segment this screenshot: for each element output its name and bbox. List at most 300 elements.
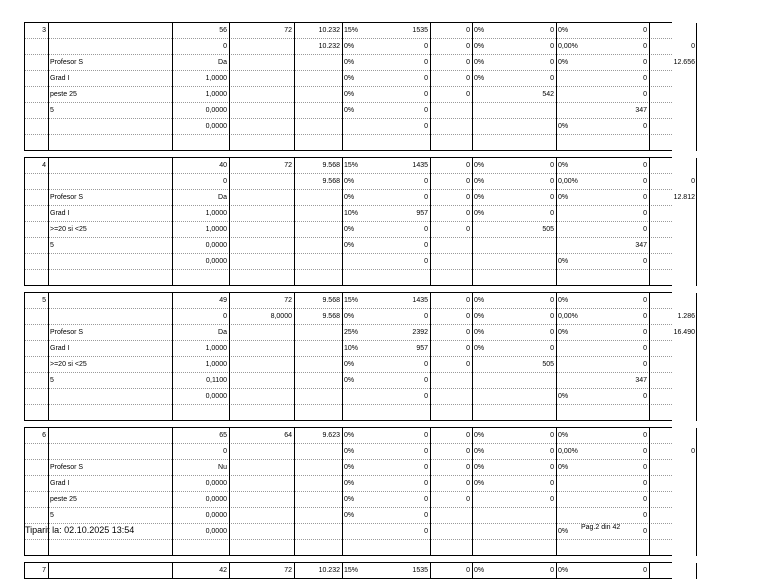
- table-cell: 0%: [474, 345, 485, 352]
- table-cell: [472, 270, 507, 285]
- table-cell: [48, 254, 172, 269]
- table-cell: [472, 373, 507, 388]
- table-cell: [342, 405, 375, 420]
- table-cell: 1,0000: [205, 226, 227, 233]
- table-cell: [472, 405, 507, 420]
- table-row: [24, 389, 672, 405]
- table-row: [24, 270, 672, 286]
- table-cell: 0: [550, 313, 554, 320]
- table-cell: 0: [643, 59, 647, 66]
- table-cell: 15%: [344, 162, 359, 169]
- table-cell: [229, 135, 294, 150]
- table-cell: [48, 158, 172, 173]
- table-row: [24, 292, 672, 309]
- table-cell: 5: [42, 297, 46, 304]
- table-cell: [24, 119, 48, 134]
- table-cell: 5: [50, 512, 54, 519]
- table-cell: [229, 71, 294, 86]
- table-cell: 5: [50, 107, 54, 114]
- table-cell: [229, 254, 294, 269]
- table-cell: [472, 119, 507, 134]
- table-cell: Profesor S: [50, 464, 84, 471]
- table-cell: 72: [284, 27, 292, 34]
- table-cell: [472, 222, 507, 237]
- table-cell: 0: [424, 59, 428, 66]
- table-cell: [24, 325, 48, 340]
- table-cell: 5: [50, 242, 54, 249]
- table-cell: [649, 135, 697, 150]
- table-row: [24, 238, 672, 254]
- table-cell: [649, 563, 697, 578]
- table-cell: [294, 476, 342, 491]
- table-cell: 0%: [558, 27, 569, 34]
- table-cell: [556, 540, 594, 555]
- table-cell: [24, 206, 48, 221]
- table-cell: 12.656: [673, 59, 695, 66]
- table-cell: [649, 405, 697, 420]
- table-cell: [24, 254, 48, 269]
- table-row: [24, 540, 672, 556]
- table-cell: [24, 389, 48, 404]
- table-cell: 0%: [344, 242, 355, 249]
- table-cell: [48, 540, 172, 555]
- table-cell: [294, 492, 342, 507]
- table-cell: 0: [466, 480, 470, 487]
- table-cell: [24, 341, 48, 356]
- table-cell: 72: [284, 297, 292, 304]
- table-cell: [229, 540, 294, 555]
- table-cell: 0: [223, 178, 227, 185]
- table-cell: [507, 540, 556, 555]
- table-row: [24, 206, 672, 222]
- table-cell: 0: [643, 345, 647, 352]
- table-cell: Profesor S: [50, 59, 84, 66]
- table-cell: [375, 405, 430, 420]
- table-cell: [430, 238, 472, 253]
- table-cell: [507, 524, 556, 539]
- table-cell: [556, 373, 594, 388]
- table-cell: 65: [219, 432, 227, 439]
- table-cell: [229, 103, 294, 118]
- table-row: [24, 405, 672, 421]
- table-cell: 10.232: [318, 27, 340, 34]
- table-cell: [24, 540, 48, 555]
- table-cell: 0: [550, 480, 554, 487]
- table-cell: 0%: [344, 480, 355, 487]
- table-cell: [649, 103, 697, 118]
- table-cell: [430, 135, 472, 150]
- table-cell: [342, 254, 375, 269]
- table-cell: [229, 55, 294, 70]
- table-cell: 0,00%: [558, 178, 578, 185]
- table-cell: 3: [42, 27, 46, 34]
- table-cell: 0: [550, 297, 554, 304]
- table-cell: 0: [424, 377, 428, 384]
- table-cell: [649, 476, 697, 491]
- table-cell: 0: [643, 27, 647, 34]
- table-cell: Da: [218, 329, 227, 336]
- table-cell: 0%: [474, 162, 485, 169]
- table-cell: 0%: [558, 393, 569, 400]
- table-cell: 0: [550, 75, 554, 82]
- table-cell: [649, 508, 697, 523]
- table-cell: [294, 103, 342, 118]
- table-cell: 957: [416, 345, 428, 352]
- table-cell: 0%: [474, 210, 485, 217]
- table-cell: 0: [466, 329, 470, 336]
- table-cell: 505: [542, 226, 554, 233]
- table-cell: [294, 405, 342, 420]
- table-cell: [24, 373, 48, 388]
- table-cell: 0: [643, 123, 647, 130]
- table-cell: [556, 508, 594, 523]
- table-cell: 0: [643, 43, 647, 50]
- table-cell: [229, 508, 294, 523]
- table-cell: 0%: [344, 194, 355, 201]
- table-cell: [24, 87, 48, 102]
- table-cell: 0: [550, 432, 554, 439]
- table-cell: 347: [635, 377, 647, 384]
- table-cell: 1435: [412, 297, 428, 304]
- table-cell: [48, 563, 172, 578]
- table-cell: 0: [550, 194, 554, 201]
- table-cell: [342, 389, 375, 404]
- table-cell: [430, 508, 472, 523]
- table-cell: 0: [550, 567, 554, 574]
- table-cell: [24, 190, 48, 205]
- table-cell: 0%: [344, 432, 355, 439]
- table-cell: 0%: [344, 448, 355, 455]
- table-cell: [24, 174, 48, 189]
- table-cell: 0%: [558, 528, 569, 535]
- table-cell: [229, 119, 294, 134]
- table-cell: [24, 476, 48, 491]
- table-cell: [229, 492, 294, 507]
- table-cell: [430, 540, 472, 555]
- table-cell: 0: [550, 27, 554, 34]
- table-cell: 25%: [344, 329, 359, 336]
- table-cell: [48, 174, 172, 189]
- table-cell: [556, 341, 594, 356]
- table-cell: 1,0000: [205, 210, 227, 217]
- table-cell: 5: [50, 377, 54, 384]
- table-cell: [649, 357, 697, 372]
- table-cell: 0: [424, 107, 428, 114]
- table-cell: [24, 55, 48, 70]
- table-cell: [430, 103, 472, 118]
- table-cell: 0%: [344, 361, 355, 368]
- table-cell: [294, 540, 342, 555]
- table-cell: [649, 270, 697, 285]
- table-cell: 0: [466, 178, 470, 185]
- table-cell: [294, 119, 342, 134]
- table-cell: [229, 444, 294, 459]
- table-cell: [507, 270, 556, 285]
- table-cell: 1,0000: [205, 345, 227, 352]
- table-cell: 0%: [474, 75, 485, 82]
- table-cell: [430, 270, 472, 285]
- table-cell: 0: [424, 393, 428, 400]
- table-cell: Grad I: [50, 210, 70, 217]
- table-cell: [294, 444, 342, 459]
- table-row: [24, 222, 672, 238]
- table-cell: 0%: [344, 226, 355, 233]
- table-cell: [649, 222, 697, 237]
- table-cell: [594, 540, 649, 555]
- table-cell: [48, 119, 172, 134]
- table-cell: 0%: [344, 464, 355, 471]
- table-cell: 0%: [344, 496, 355, 503]
- table-cell: [294, 55, 342, 70]
- table-cell: [507, 508, 556, 523]
- table-cell: [294, 222, 342, 237]
- table-cell: 0%: [344, 377, 355, 384]
- table-cell: [342, 135, 375, 150]
- table-cell: 0: [424, 496, 428, 503]
- table-cell: >=20 si <25: [50, 361, 87, 368]
- table-cell: [229, 87, 294, 102]
- table-cell: [24, 222, 48, 237]
- table-cell: [294, 373, 342, 388]
- table-row: [24, 460, 672, 476]
- table-cell: 505: [542, 361, 554, 368]
- table-cell: 0: [643, 528, 647, 535]
- table-cell: 0: [466, 27, 470, 34]
- table-cell: [294, 325, 342, 340]
- table-cell: [507, 238, 556, 253]
- table-cell: [556, 270, 594, 285]
- table-cell: 957: [416, 210, 428, 217]
- table-cell: 0%: [344, 512, 355, 519]
- table-row: [24, 190, 695, 206]
- table-cell: [229, 341, 294, 356]
- table-cell: 0: [643, 393, 647, 400]
- table-cell: 0%: [344, 313, 355, 320]
- table-cell: 1,0000: [205, 361, 227, 368]
- table-cell: 347: [635, 242, 647, 249]
- table-cell: [649, 540, 697, 555]
- table-cell: [24, 39, 48, 54]
- table-cell: [229, 373, 294, 388]
- table-cell: 0: [424, 43, 428, 50]
- table-cell: 10.232: [318, 43, 340, 50]
- table-cell: 56: [219, 27, 227, 34]
- table-cell: [375, 135, 430, 150]
- table-cell: 0: [424, 464, 428, 471]
- table-cell: [556, 405, 594, 420]
- table-cell: [649, 293, 697, 308]
- table-cell: 0: [550, 345, 554, 352]
- table-cell: [294, 508, 342, 523]
- table-cell: [649, 238, 697, 253]
- table-cell: 0,0000: [205, 258, 227, 265]
- table-cell: [342, 270, 375, 285]
- table-cell: 0: [466, 59, 470, 66]
- table-cell: 72: [284, 567, 292, 574]
- table-cell: 12.812: [673, 194, 695, 201]
- table-cell: 0%: [344, 59, 355, 66]
- table-cell: [342, 524, 375, 539]
- table-cell: 0%: [344, 178, 355, 185]
- table-cell: 0: [223, 43, 227, 50]
- table-cell: [649, 23, 697, 38]
- table-cell: [24, 135, 48, 150]
- table-cell: 10.232: [318, 567, 340, 574]
- table-row: [24, 119, 672, 135]
- table-cell: 0,00%: [558, 448, 578, 455]
- table-cell: [556, 357, 594, 372]
- table-cell: [430, 524, 472, 539]
- table-cell: 0%: [558, 123, 569, 130]
- table-row: [24, 254, 672, 270]
- table-cell: [229, 524, 294, 539]
- table-cell: 1,0000: [205, 75, 227, 82]
- record-group: [24, 22, 695, 151]
- table-cell: 0,0000: [205, 107, 227, 114]
- table-cell: [375, 270, 430, 285]
- table-cell: 0%: [558, 162, 569, 169]
- table-cell: 0: [550, 329, 554, 336]
- table-cell: [294, 135, 342, 150]
- table-cell: 0: [643, 226, 647, 233]
- table-cell: [556, 135, 594, 150]
- table-cell: 0: [643, 361, 647, 368]
- table-cell: [229, 357, 294, 372]
- table-cell: 0: [466, 210, 470, 217]
- table-cell: [294, 190, 342, 205]
- table-cell: 0: [643, 258, 647, 265]
- table-cell: [294, 206, 342, 221]
- table-cell: [594, 135, 649, 150]
- table-cell: [172, 405, 229, 420]
- table-cell: 0: [424, 528, 428, 535]
- table-cell: [229, 270, 294, 285]
- table-cell: 0%: [558, 464, 569, 471]
- table-row: [24, 135, 672, 151]
- table-cell: [472, 103, 507, 118]
- table-cell: 0: [466, 297, 470, 304]
- table-cell: 0: [466, 345, 470, 352]
- table-cell: [342, 119, 375, 134]
- table-cell: 0: [643, 567, 647, 574]
- table-cell: 0: [424, 194, 428, 201]
- table-row: [24, 357, 672, 373]
- table-cell: 0: [424, 178, 428, 185]
- table-row: [24, 157, 672, 174]
- table-cell: [472, 389, 507, 404]
- table-cell: 0%: [474, 329, 485, 336]
- table-cell: 1535: [412, 27, 428, 34]
- table-cell: 0: [643, 162, 647, 169]
- table-cell: 2392: [412, 329, 428, 336]
- table-cell: 347: [635, 107, 647, 114]
- table-cell: [294, 389, 342, 404]
- table-cell: peste 25: [50, 496, 77, 503]
- table-cell: 0: [643, 178, 647, 185]
- table-cell: 0%: [474, 480, 485, 487]
- table-cell: 0,0000: [205, 512, 227, 519]
- table-cell: 0: [223, 313, 227, 320]
- table-cell: Profesor S: [50, 329, 84, 336]
- table-cell: 0,00%: [558, 313, 578, 320]
- table-cell: 0: [643, 480, 647, 487]
- report-table: [24, 22, 695, 579]
- table-cell: [472, 135, 507, 150]
- table-cell: [649, 87, 697, 102]
- table-cell: 0: [466, 464, 470, 471]
- table-cell: [48, 389, 172, 404]
- table-cell: [24, 357, 48, 372]
- table-cell: 0: [643, 75, 647, 82]
- table-cell: [472, 492, 507, 507]
- record-group: [24, 157, 695, 286]
- table-cell: [507, 254, 556, 269]
- table-row: [24, 325, 695, 341]
- table-cell: Grad I: [50, 480, 70, 487]
- table-cell: [24, 309, 48, 324]
- table-cell: [430, 119, 472, 134]
- table-cell: 0: [424, 313, 428, 320]
- table-cell: 16.490: [673, 329, 695, 336]
- table-cell: [472, 540, 507, 555]
- table-cell: 0%: [474, 178, 485, 185]
- table-cell: 0%: [474, 194, 485, 201]
- table-cell: [229, 190, 294, 205]
- table-cell: 0: [424, 480, 428, 487]
- table-cell: Grad I: [50, 345, 70, 352]
- table-cell: [48, 39, 172, 54]
- table-cell: 0: [466, 361, 470, 368]
- table-cell: [507, 373, 556, 388]
- table-cell: 0: [643, 91, 647, 98]
- table-cell: [649, 524, 697, 539]
- table-cell: 0%: [558, 329, 569, 336]
- table-cell: [556, 87, 594, 102]
- table-cell: [24, 444, 48, 459]
- table-cell: 0: [466, 432, 470, 439]
- table-cell: 8,0000: [270, 313, 292, 320]
- table-cell: [649, 428, 697, 443]
- table-cell: [48, 293, 172, 308]
- table-cell: [48, 405, 172, 420]
- table-cell: 0,00%: [558, 43, 578, 50]
- table-cell: 15%: [344, 567, 359, 574]
- table-cell: 0%: [474, 432, 485, 439]
- table-cell: 0: [466, 448, 470, 455]
- table-cell: [48, 428, 172, 443]
- table-cell: 0: [466, 194, 470, 201]
- table-cell: 0: [643, 329, 647, 336]
- table-cell: [556, 492, 594, 507]
- table-cell: [294, 357, 342, 372]
- table-cell: 0: [466, 313, 470, 320]
- table-cell: [430, 389, 472, 404]
- table-cell: 0,0000: [205, 480, 227, 487]
- table-cell: [229, 389, 294, 404]
- table-cell: 0: [223, 448, 227, 455]
- table-cell: 0,0000: [205, 242, 227, 249]
- table-row: [24, 427, 672, 444]
- table-cell: [48, 135, 172, 150]
- table-row: [24, 22, 672, 39]
- table-cell: [294, 238, 342, 253]
- table-cell: 40: [219, 162, 227, 169]
- table-cell: 0%: [474, 464, 485, 471]
- table-cell: 0,1100: [206, 377, 227, 384]
- table-cell: [24, 492, 48, 507]
- table-cell: [472, 238, 507, 253]
- table-cell: 0: [691, 178, 695, 185]
